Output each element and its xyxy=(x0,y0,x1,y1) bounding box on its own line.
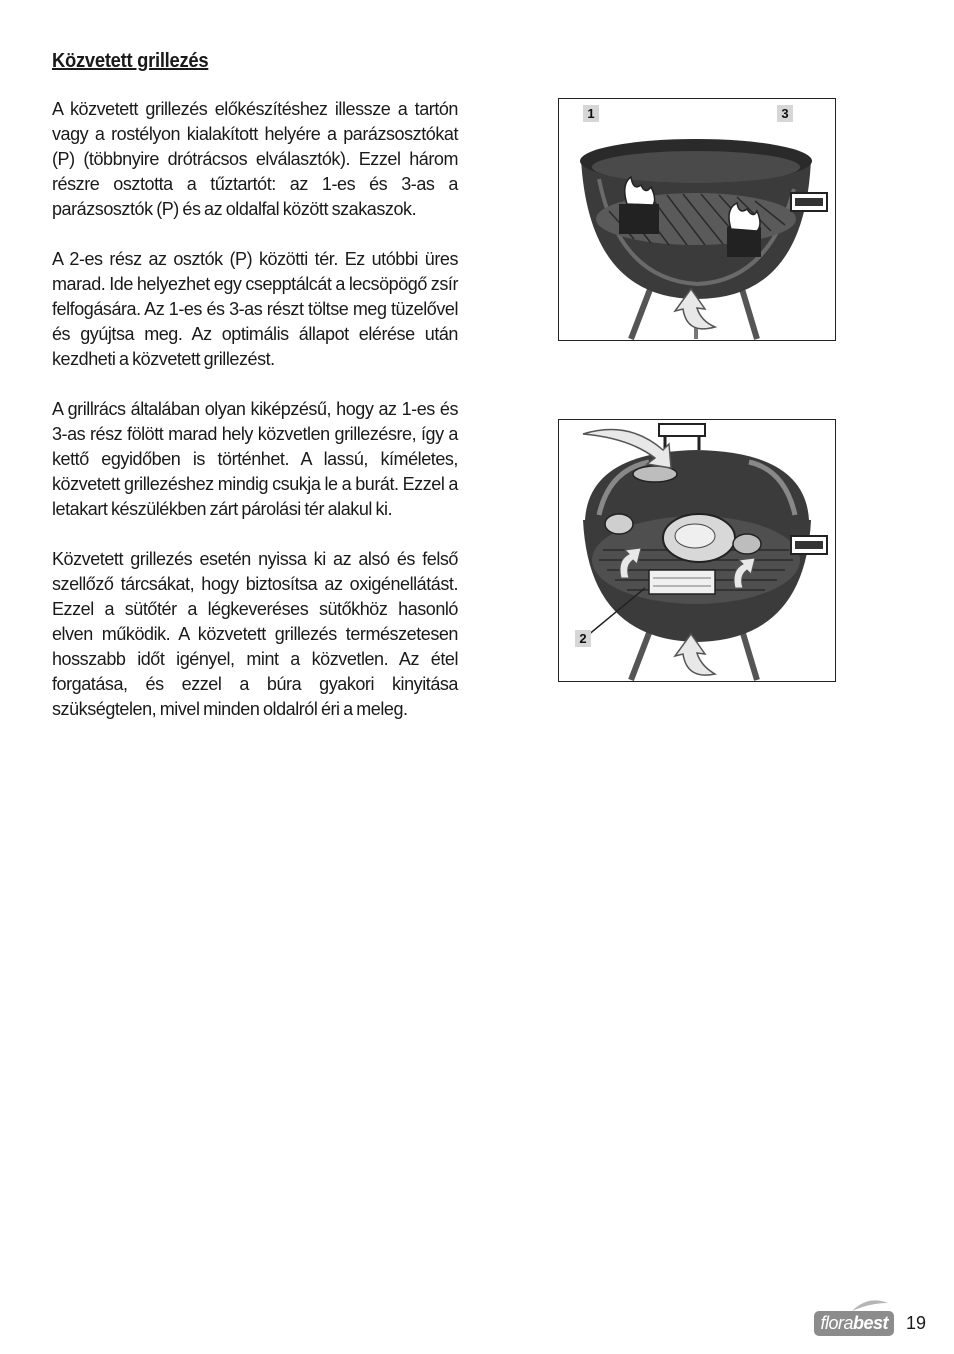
zone-label-3: 3 xyxy=(777,105,793,122)
page-footer xyxy=(814,1311,926,1336)
page-number: 19 xyxy=(905,1313,926,1333)
figure-grill-charcoal-zones xyxy=(558,98,836,341)
paragraph-4: Közvetett grillezés esetén nyissa ki az alsó és felső szellőző tárcsákat, hogy biztosítsa az oxigénellátást. Ezzel a sütőtér a légkeveréses sütőkhöz hasonló elven működik. A közvetett grillezés természetesen hosszabb időt igényel, mint a közvetlen. Az étel forgatása, és ezzel a búra gyakori kinyitása szükségtelen, mivel minden oldalról éri a meleg. xyxy=(52,549,458,719)
paragraph-1: A közvetett grillezés előkészítéshez illessze a tartón vagy a rostélyon kialakított helyére a parázsosztókat (P) (többnyire drótrácsos elválasztók). Ezzel három részre osztotta a tűztartót: az 1-es és 3-as a parázsosztók (P) és az oldalfal között szakaszok. xyxy=(52,99,458,219)
zone-label-1: 1 xyxy=(583,105,599,122)
leaf-icon xyxy=(850,1299,890,1313)
paragraph-3: A grillrács általában olyan kiképzésű, hogy az 1-es és 3-as rész fölött marad hely közvetlen grillezésre, így a kettő egyidőben is történhet. A lassú, kíméletes, közvetett grillezéshez mindig csukja le a burát. Ezzel a letakart készülékben zárt párolási tér alakul ki. xyxy=(52,399,458,519)
figure-grill-indirect-cooking xyxy=(558,419,836,682)
body-text xyxy=(52,97,458,747)
paragraph-2: A 2-es rész az osztók (P) közötti tér. Ez utóbbi üres marad. Ide helyezhet egy csepptálcát a lecsöpögő zsír felfogására. Az 1-es és 3-as részt töltse meg tüzelővel és gyújtsa meg. Az optimális állapot elérése után kezdheti a közvetett grillezést. xyxy=(52,249,458,369)
grill-open-illustration xyxy=(559,99,835,340)
zone-label-2: 2 xyxy=(575,630,591,647)
brand-logo-bold: best xyxy=(852,1313,888,1333)
grill-closed-illustration xyxy=(559,420,835,681)
brand-logo-light: flora xyxy=(820,1313,853,1333)
section-heading: Közvetett grillezés xyxy=(52,50,209,72)
brand-logo xyxy=(814,1311,894,1336)
